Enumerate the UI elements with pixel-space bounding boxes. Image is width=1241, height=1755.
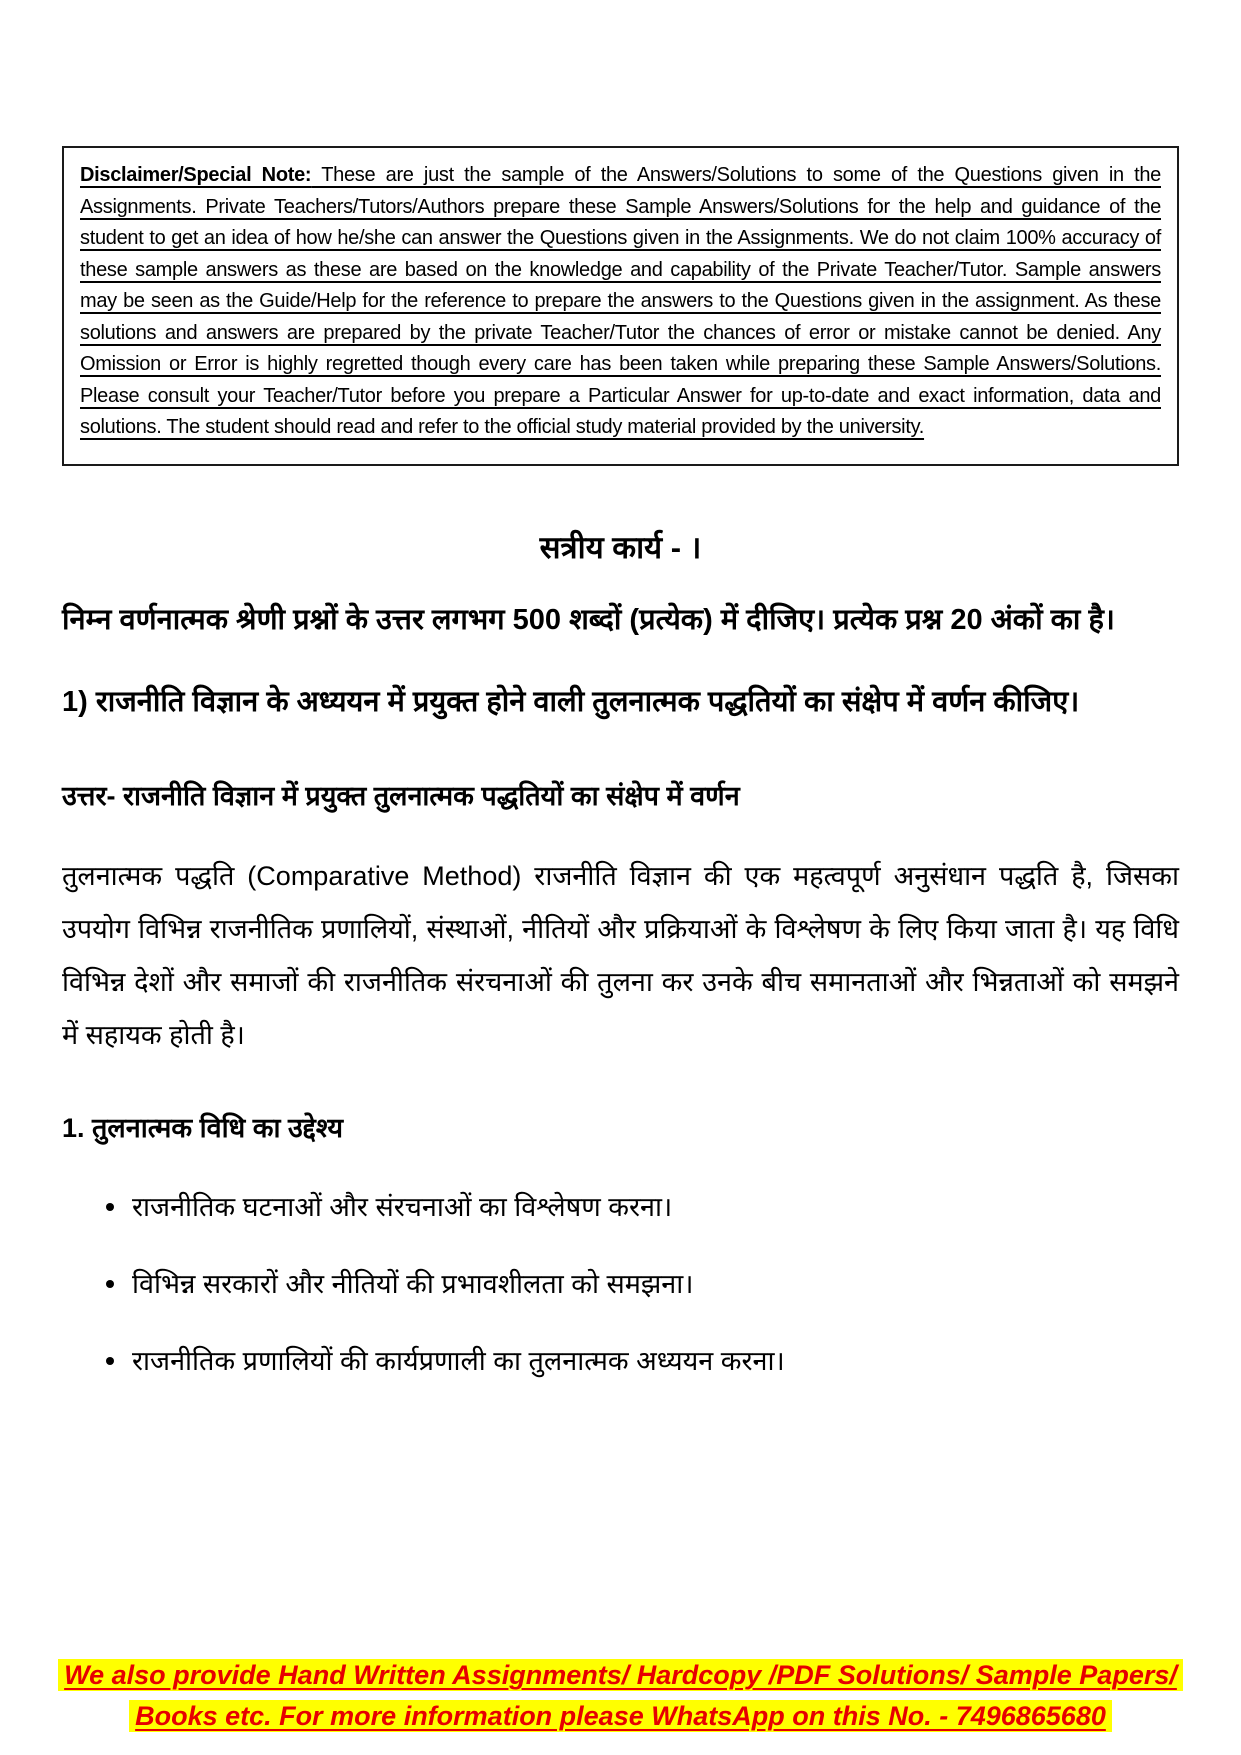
disclaimer-body: These are just the sample of the Answers/Solutions to some of the Questions given in the Assignments. Private Teachers/Tutors/Authors prepare these Sample Answers/Solutions for the help and guidance of the student to get an idea of how he/she can answer the Questions given in the Assignments. We do not claim 100% accuracy of these sample answers as these are based on the knowledge and capability of the Private Teacher/Tutor. Sample answers may be seen as the Guide/Help for the reference to prepare the answers to the Questions given in the assignment. As these solutions and answers are prepared by the private Teacher/Tutor the chances of error or mistake cannot be denied. Any Omission or Error is highly regretted though every care has been taken while preparing these Sample Answers/Solutions. Please consult your Teacher/Tutor before you prepare a Particular Answer for up-to-date and exact information, data and solutions. The student should read and refer to the official study material provided by the university. <box>80 164 1161 438</box>
objectives-list <box>62 1189 1179 1379</box>
answer-heading: उत्तर- राजनीति विज्ञान में प्रयुक्त तुलनात्मक पद्धतियों का संक्षेप में वर्णन <box>62 780 740 811</box>
page-content <box>0 146 1241 1379</box>
instructions-paragraph: निम्न वर्णनात्मक श्रेणी प्रश्नों के उत्तर लगभग 500 शब्दों (प्रत्येक) में दीजिए। प्रत्येक प्रश्न 20 अंकों का है। <box>62 603 1115 636</box>
bullet-icon <box>106 1357 114 1365</box>
question-1: 1) राजनीति विज्ञान के अध्ययन में प्रयुक्त होने वाली तुलनात्मक पद्धतियों का संक्षेप में वर्णन कीजिए। <box>62 685 1080 718</box>
bullet-icon <box>106 1280 114 1288</box>
answer-intro-paragraph: तुलनात्मक पद्धति (Comparative Method) राजनीति विज्ञान की एक महत्वपूर्ण अनुसंधान पद्धति है, जिसका उपयोग विभिन्न राजनीतिक प्रणालियों, संस्थाओं, नीतियों और प्रक्रियाओं के विश्लेषण के लिए किया जाता है। यह विधि विभिन्न देशों और समाजों की राजनीतिक संरचनाओं की तुलना कर उनके बीच समानताओं और भिन्नताओं को समझने में सहायक होती है। <box>62 860 1179 1050</box>
objective-item-text: राजनीतिक प्रणालियों की कार्यप्रणाली का तुलनात्मक अध्ययन करना। <box>132 1345 785 1376</box>
promo-footer <box>0 1655 1241 1737</box>
promo-footer-line-1 <box>0 1655 1241 1696</box>
disclaimer-label: Disclaimer/Special Note: <box>80 164 312 186</box>
bullet-icon <box>106 1203 114 1211</box>
objective-item <box>106 1189 1179 1225</box>
objective-item-text: राजनीतिक घटनाओं और संरचनाओं का विश्लेषण करना। <box>132 1191 673 1222</box>
disclaimer-text <box>80 160 1161 444</box>
session-title: सत्रीय कार्य - । <box>539 529 702 565</box>
promo-footer-line-2 <box>0 1696 1241 1737</box>
promo-footer-line-2-text: Books etc. For more information please WhatsApp on this No. - 7496865680 <box>129 1700 1112 1732</box>
objectives-heading: 1. तुलनात्मक विधि का उद्देश्य <box>62 1112 343 1143</box>
disclaimer-box <box>62 146 1179 466</box>
promo-footer-line-1-text: We also provide Hand Written Assignments/ Hardcopy /PDF Solutions/ Sample Papers/ <box>58 1659 1183 1691</box>
objective-item-text: विभिन्न सरकारों और नीतियों की प्रभावशीलता को समझना। <box>132 1268 694 1299</box>
objective-item <box>106 1266 1179 1302</box>
objective-item <box>106 1343 1179 1379</box>
